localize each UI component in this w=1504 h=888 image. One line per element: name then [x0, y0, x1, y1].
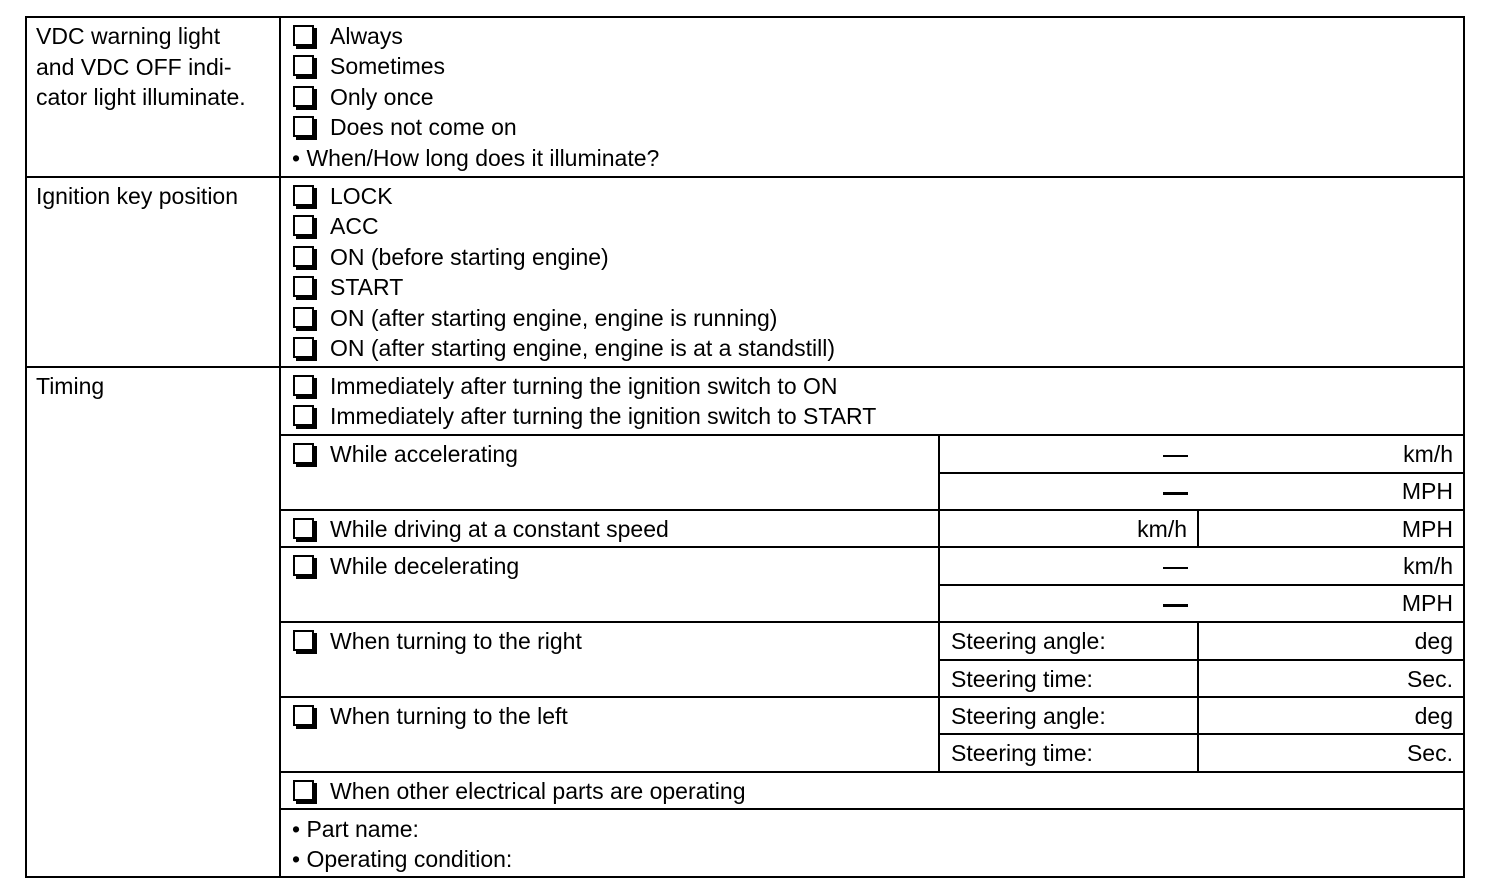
border-left — [25, 16, 27, 878]
timing-divider-6 — [280, 771, 1465, 773]
row-divider-ignition — [25, 366, 1465, 368]
option-acc: ACC — [330, 213, 379, 239]
row-divider-vdc — [25, 176, 1465, 178]
option-always: Always — [330, 23, 403, 49]
border-top — [25, 16, 1465, 18]
decel-unit-mph: MPH — [1401, 590, 1453, 616]
accel-range-dash-kmh — [1163, 455, 1188, 457]
option-lock: LOCK — [330, 183, 393, 209]
timing-divider-decel-mid — [939, 584, 1465, 586]
option-decelerating: While decelerating — [330, 553, 520, 579]
left-steering-time-label: Steering time: — [951, 740, 1093, 766]
timing-divider-accel-mid — [939, 472, 1465, 474]
option-sometimes: Sometimes — [330, 53, 446, 79]
right-steering-angle-unit: deg — [1414, 628, 1453, 654]
decel-range-dash-kmh — [1163, 567, 1188, 569]
option-constant-speed: While driving at a constant speed — [330, 516, 669, 542]
option-on-running: ON (after starting engine, engine is running) — [330, 305, 778, 331]
timing-divider-right-mid — [939, 659, 1465, 661]
timing-divider-3 — [280, 546, 1465, 548]
option-electrical-parts: When other electrical parts are operating — [330, 778, 746, 804]
checkbox-turning-right[interactable] — [293, 630, 314, 651]
checkbox-immediately-start[interactable] — [293, 405, 314, 426]
right-steering-angle-label: Steering angle: — [951, 628, 1106, 654]
checkbox-immediately-on[interactable] — [293, 375, 314, 396]
option-turning-right: When turning to the right — [330, 628, 582, 654]
option-immediately-on: Immediately after turning the ignition switch to ON — [330, 373, 838, 399]
left-steering-time-unit: Sec. — [1406, 740, 1453, 766]
diagnosis-form — [25, 16, 1465, 878]
timing-divider-left-mid — [939, 733, 1465, 735]
timing-divider-2 — [280, 509, 1465, 511]
constant-speed-divider — [1197, 509, 1199, 547]
checkbox-constant-speed[interactable] — [293, 518, 314, 539]
checkbox-on-before-start[interactable] — [293, 246, 314, 267]
constant-unit-mph: MPH — [1401, 516, 1453, 542]
steering-divider — [1197, 621, 1199, 772]
checkbox-decelerating[interactable] — [293, 555, 314, 576]
label-column-divider — [279, 16, 281, 878]
accel-unit-mph: MPH — [1401, 478, 1453, 504]
right-steering-time-label: Steering time: — [951, 666, 1093, 692]
decel-range-dash-mph — [1163, 604, 1188, 607]
checkbox-acc[interactable] — [293, 215, 314, 236]
value-column-divider — [938, 434, 940, 772]
checkbox-only-once[interactable] — [293, 86, 314, 107]
timing-divider-5 — [280, 696, 1465, 698]
checkbox-turning-left[interactable] — [293, 705, 314, 726]
timing-divider-4 — [280, 621, 1465, 623]
accel-range-dash-mph — [1163, 492, 1188, 495]
option-does-not-come-on: Does not come on — [330, 114, 517, 140]
decel-unit-kmh: km/h — [1403, 553, 1453, 579]
option-start: START — [330, 274, 404, 300]
option-immediately-start: Immediately after turning the ignition switch to START — [330, 403, 877, 429]
checkbox-does-not-come-on[interactable] — [293, 116, 314, 137]
border-right — [1463, 16, 1465, 878]
vdc-note: • When/How long does it illuminate? — [292, 145, 660, 171]
checkbox-accelerating[interactable] — [293, 443, 314, 464]
constant-unit-kmh: km/h — [1137, 516, 1187, 542]
timing-row-label: Timing — [36, 373, 105, 399]
accel-unit-kmh: km/h — [1403, 441, 1453, 467]
part-name-label: • Part name: — [292, 816, 419, 842]
left-steering-angle-unit: deg — [1414, 703, 1453, 729]
option-on-standstill: ON (after starting engine, engine is at a standstill) — [330, 335, 835, 361]
vdc-row-label: VDC warning light and VDC OFF indi- cator light illuminate. — [36, 23, 246, 110]
timing-divider-7 — [280, 808, 1465, 810]
timing-divider-1 — [280, 434, 1465, 436]
checkbox-on-running[interactable] — [293, 307, 314, 328]
left-steering-angle-label: Steering angle: — [951, 703, 1106, 729]
operating-condition-label: • Operating condition: — [292, 846, 513, 872]
checkbox-always[interactable] — [293, 25, 314, 46]
option-on-before-start: ON (before starting engine) — [330, 244, 609, 270]
checkbox-electrical-parts[interactable] — [293, 780, 314, 801]
border-bottom — [25, 876, 1465, 878]
checkbox-lock[interactable] — [293, 185, 314, 206]
checkbox-sometimes[interactable] — [293, 55, 314, 76]
option-turning-left: When turning to the left — [330, 703, 568, 729]
option-accelerating: While accelerating — [330, 441, 518, 467]
ignition-row-label: Ignition key position — [36, 183, 239, 209]
checkbox-on-standstill[interactable] — [293, 337, 314, 358]
option-only-once: Only once — [330, 84, 434, 110]
right-steering-time-unit: Sec. — [1406, 666, 1453, 692]
checkbox-start[interactable] — [293, 276, 314, 297]
